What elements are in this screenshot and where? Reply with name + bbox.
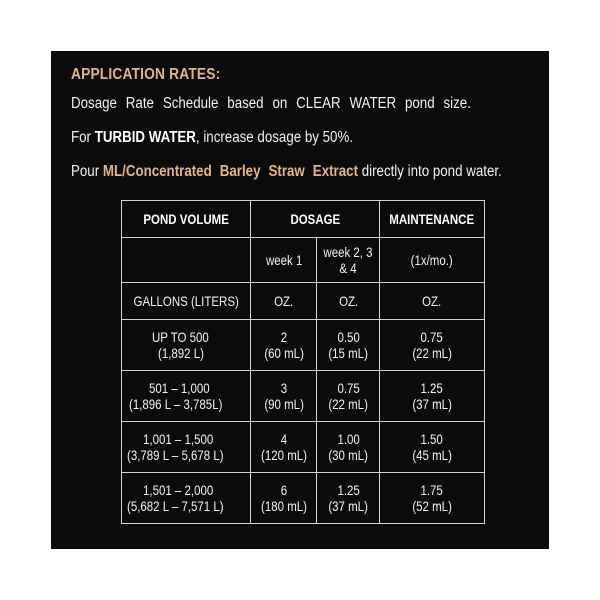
turbid-water-line xyxy=(71,129,353,147)
week234-cell: 1.00 (30 mL) xyxy=(317,422,380,473)
week1-cell: 6 (180 mL) xyxy=(251,473,317,524)
header-dosage: DOSAGE xyxy=(251,201,380,238)
week1-cell: 3 (90 mL) xyxy=(251,371,317,422)
turbid-post: , increase dosage by 50%. xyxy=(195,129,354,146)
unit-week1: OZ. xyxy=(251,283,317,320)
maintenance-cell: 1.25 (37 mL) xyxy=(380,371,484,422)
week234-cell: 0.50 (15 mL) xyxy=(317,320,380,371)
pour-pre: Pour xyxy=(71,163,103,180)
week1-cell: 4 (120 mL) xyxy=(251,422,317,473)
volume-cell: 1,501 – 2,000 (5,682 L – 7,571 L) xyxy=(122,473,251,524)
unit-maintenance: OZ. xyxy=(380,283,484,320)
week1-cell: 2 (60 mL) xyxy=(251,320,317,371)
subheader-maintenance: (1x/mo.) xyxy=(380,238,484,283)
volume-cell: 501 – 1,000 (1,896 L – 3,785L) xyxy=(122,371,251,422)
pour-post: directly into pond water. xyxy=(358,163,502,180)
unit-volume: GALLONS (LITERS) xyxy=(122,283,251,320)
subheader-week1: week 1 xyxy=(251,238,317,283)
unit-week234: OZ. xyxy=(317,283,380,320)
subheader-week234: week 2, 3 & 4 xyxy=(317,238,380,283)
table-row xyxy=(122,320,485,371)
label-panel xyxy=(51,51,549,549)
header-maintenance: MAINTENANCE xyxy=(380,201,484,238)
dosage-schedule-line: Dosage Rate Schedule based on CLEAR WATER pond size. xyxy=(71,95,471,112)
blank-cell xyxy=(122,238,251,283)
maintenance-cell: 0.75 (22 mL) xyxy=(380,320,484,371)
week234-cell: 1.25 (37 mL) xyxy=(317,473,380,524)
rates-table xyxy=(121,200,485,524)
volume-cell: 1,001 – 1,500 (3,789 L – 5,678 L) xyxy=(122,422,251,473)
table-row xyxy=(122,371,485,422)
volume-cell: UP TO 500 (1,892 L) xyxy=(122,320,251,371)
pour-line xyxy=(71,163,502,181)
week234-cell: 0.75 (22 mL) xyxy=(317,371,380,422)
turbid-bold: TURBID WATER xyxy=(94,129,196,146)
application-rates-heading: APPLICATION RATES: xyxy=(71,66,221,83)
maintenance-cell: 1.75 (52 mL) xyxy=(380,473,484,524)
table-row xyxy=(122,422,485,473)
header-pond-volume: POND VOLUME xyxy=(122,201,251,238)
table-row xyxy=(122,473,485,524)
turbid-pre: For xyxy=(71,129,95,146)
product-name: ML/Concentrated Barley Straw Extract xyxy=(102,163,359,180)
maintenance-cell: 1.50 (45 mL) xyxy=(380,422,484,473)
